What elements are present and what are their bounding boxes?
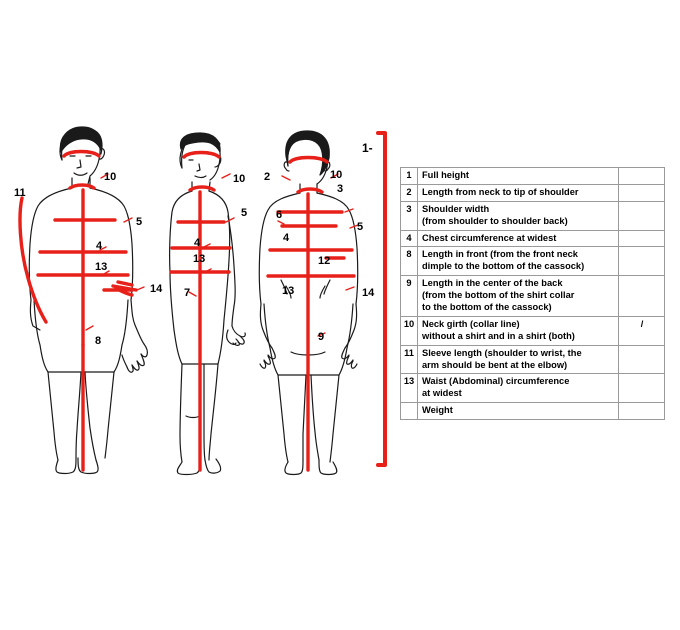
row-number: 3 (401, 201, 418, 230)
row-number: 9 (401, 276, 418, 317)
svg-text:10: 10 (233, 173, 246, 185)
row-number: 4 (401, 230, 418, 247)
row-label: Length in front (from the front neck dimple to the bottom of the cassock) (418, 247, 619, 276)
table-row (401, 184, 665, 201)
svg-text:13: 13 (95, 261, 108, 273)
row-label: Neck girth (collar line) without a shirt and in a shirt (both) (418, 316, 619, 345)
row-value[interactable] (619, 403, 665, 420)
svg-text:11: 11 (14, 187, 26, 199)
svg-text:9: 9 (318, 331, 325, 343)
table-row (401, 247, 665, 276)
row-label: Length in the center of the back (from the bottom of the shirt collar to the bottom of the cassock) (418, 276, 619, 317)
row-value[interactable] (619, 230, 665, 247)
table-row (401, 230, 665, 247)
svg-text:12: 12 (318, 255, 331, 267)
row-value[interactable]: / (619, 316, 665, 345)
svg-text:3: 3 (337, 183, 344, 195)
row-number: 13 (401, 374, 418, 403)
svg-text:8: 8 (95, 335, 102, 347)
row-value[interactable] (619, 168, 665, 185)
table-row (401, 168, 665, 185)
row-value[interactable] (619, 247, 665, 276)
svg-text:10: 10 (330, 169, 343, 181)
figure-front (29, 127, 147, 474)
row-value[interactable] (619, 201, 665, 230)
svg-text:4: 4 (96, 240, 103, 252)
row-label: Shoulder width (from shoulder to shoulder back) (418, 201, 619, 230)
measurements-table (400, 167, 665, 420)
measurement-lines (20, 152, 132, 471)
bracket-label: 1- (362, 141, 373, 155)
svg-text:7: 7 (184, 287, 191, 299)
table-row (401, 276, 665, 317)
svg-text:13: 13 (282, 285, 295, 297)
table-row (401, 374, 665, 403)
row-value[interactable] (619, 184, 665, 201)
row-number: 10 (401, 316, 418, 345)
svg-text:5: 5 (136, 216, 143, 228)
svg-text:6: 6 (276, 209, 283, 221)
figure-number-labels (14, 169, 375, 347)
row-number: 1 (401, 168, 418, 185)
table-row (401, 403, 665, 420)
row-label: Chest circumference at widest (418, 230, 619, 247)
measurements-table-body (401, 168, 665, 420)
row-label: Sleeve length (shoulder to wrist, the arm should be bent at the elbow) (418, 345, 619, 374)
svg-text:5: 5 (241, 207, 248, 219)
svg-text:2: 2 (264, 171, 271, 183)
row-number: 2 (401, 184, 418, 201)
row-label: Length from neck to tip of shoulder (418, 184, 619, 201)
svg-text:5: 5 (357, 221, 364, 233)
row-label: Full height (418, 168, 619, 185)
body-measurement-figures (0, 0, 400, 500)
svg-text:10: 10 (104, 171, 117, 183)
table-row (401, 201, 665, 230)
svg-text:4: 4 (194, 237, 201, 249)
svg-text:13: 13 (193, 253, 206, 265)
table-row (401, 345, 665, 374)
row-number: 8 (401, 247, 418, 276)
table-row (401, 316, 665, 345)
row-value[interactable] (619, 345, 665, 374)
row-number (401, 403, 418, 420)
row-value[interactable] (619, 374, 665, 403)
svg-text:14: 14 (362, 287, 375, 299)
row-label: Waist (Abdominal) circumference at widest (418, 374, 619, 403)
svg-text:14: 14 (150, 283, 163, 295)
row-label: Weight (418, 403, 619, 420)
row-value[interactable] (619, 276, 665, 317)
svg-text:4: 4 (283, 232, 290, 244)
row-number: 11 (401, 345, 418, 374)
